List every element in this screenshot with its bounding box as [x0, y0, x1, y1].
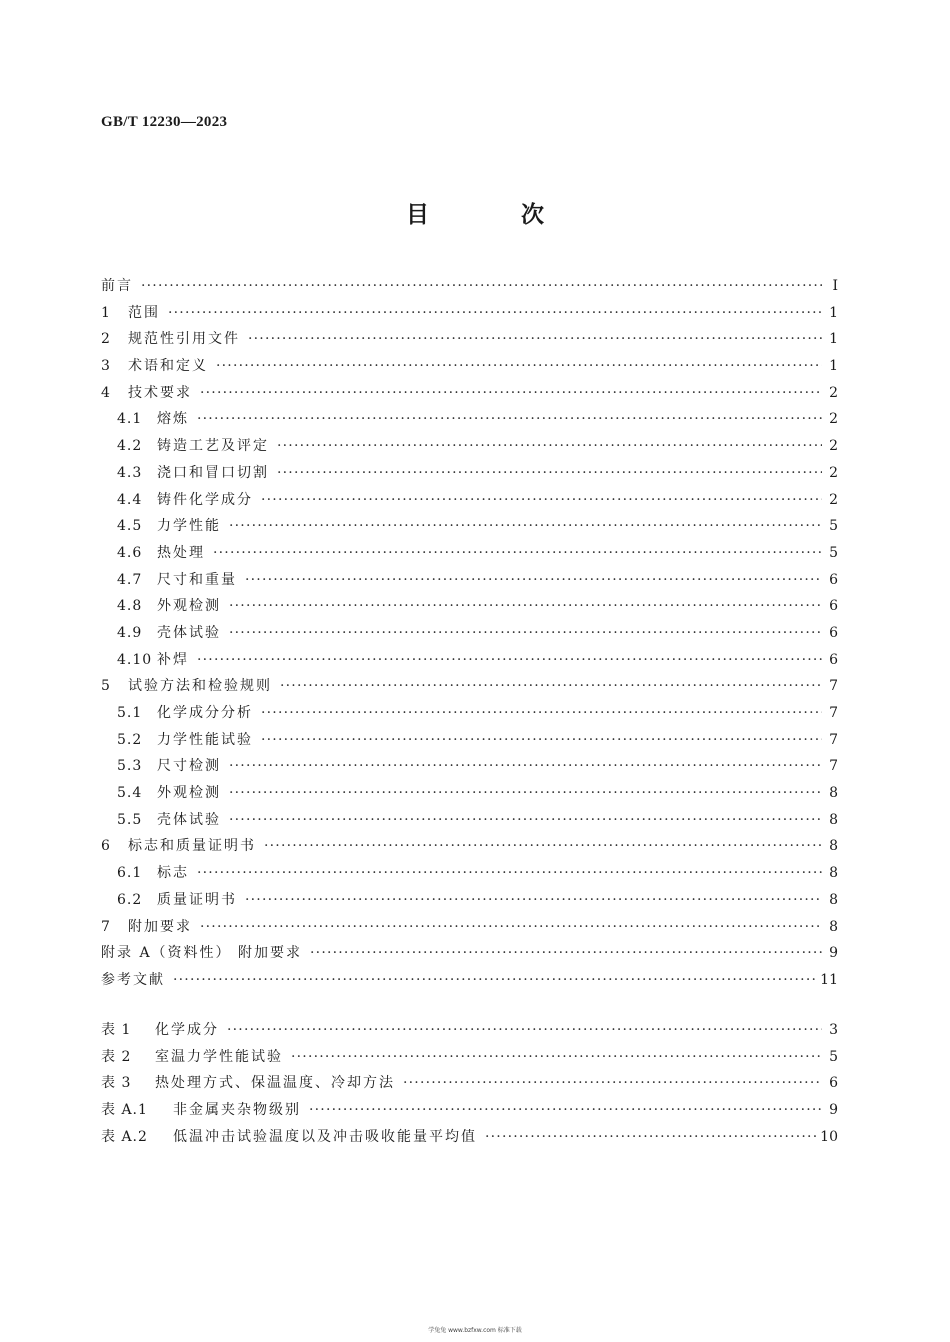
toc-entry[interactable] — [101, 833, 838, 860]
toc-entry[interactable] — [101, 620, 838, 647]
toc-entry-number: 4.8 — [117, 598, 143, 615]
toc-entry[interactable] — [101, 1124, 838, 1151]
dot-leader — [277, 433, 822, 460]
toc-section-list — [101, 273, 838, 994]
toc-entry-label: 外观检测 — [157, 598, 221, 615]
toc-entry-label: 热处理 — [157, 544, 205, 561]
toc-entry[interactable] — [101, 914, 838, 941]
toc-entry-page: 8 — [829, 865, 838, 882]
dot-leader — [197, 406, 822, 433]
toc-entry-label: 附加要求 — [128, 918, 192, 935]
toc-entry-number: 4.2 — [117, 438, 143, 455]
toc-entry-page: 8 — [829, 838, 838, 855]
toc-entry[interactable] — [101, 647, 838, 674]
toc-entry-label: 力学性能 — [157, 518, 221, 535]
toc-entry-number: 5 — [101, 678, 111, 695]
toc-entry-number: 4.6 — [117, 544, 143, 561]
toc-entry-number: 5.1 — [117, 705, 143, 721]
dot-leader — [197, 860, 822, 887]
toc-entry-page: 1 — [829, 304, 838, 321]
dot-leader — [245, 887, 822, 914]
toc-entry-page: 6 — [829, 624, 838, 641]
toc-entry-page: 5 — [829, 518, 838, 535]
toc-entry-page: 8 — [829, 785, 838, 802]
toc-entry-page: 2 — [829, 384, 838, 401]
dot-leader — [280, 673, 822, 700]
dot-leader — [309, 1097, 822, 1124]
toc-entry-page: 11 — [820, 971, 838, 988]
toc-entry-label: 浇口和冒口切割 — [157, 464, 269, 481]
toc-entry-number: 5.3 — [117, 758, 143, 775]
dot-leader — [403, 1070, 822, 1097]
dot-leader — [485, 1124, 816, 1151]
toc-entry-number: 7 — [101, 918, 111, 935]
toc-entry-page: 6 — [829, 571, 838, 588]
dot-leader — [200, 380, 822, 407]
toc-entry-number: 5.4 — [117, 785, 143, 802]
toc-entry-label: 力学性能试验 — [157, 731, 253, 748]
dot-leader — [213, 540, 822, 567]
toc-entry-number: 表 1 — [101, 1022, 132, 1038]
toc-table-list — [101, 1017, 838, 1150]
dot-leader — [173, 967, 816, 994]
toc-entry[interactable] — [101, 300, 838, 327]
toc-entry-number: 6.1 — [117, 865, 143, 882]
toc-entry-label: 附录 A（资料性） 附加要求 — [101, 945, 303, 962]
toc-entry-label: 补焊 — [157, 651, 189, 668]
toc-entry-page: 10 — [820, 1128, 838, 1145]
toc-entry-number: 6 — [101, 838, 111, 855]
toc-entry[interactable] — [101, 593, 838, 620]
toc-entry[interactable] — [101, 380, 838, 407]
toc-entry-label: 化学成分分析 — [157, 705, 253, 721]
toc-entry-label: 标志 — [157, 865, 189, 882]
toc-entry-page: 8 — [829, 918, 838, 935]
toc-entry-number: 2 — [101, 331, 111, 348]
dot-leader — [261, 700, 822, 727]
toc-entry-page: 3 — [829, 1022, 838, 1038]
toc-entry-number: 6.2 — [117, 891, 143, 908]
dot-leader — [216, 353, 822, 380]
toc-entry-label: 壳体试验 — [157, 624, 221, 641]
dot-leader — [229, 753, 822, 780]
toc-entry-label: 尺寸检测 — [157, 758, 221, 775]
toc-entry-page: 5 — [829, 544, 838, 561]
toc-entry[interactable] — [101, 807, 838, 834]
toc-entry[interactable] — [101, 753, 838, 780]
dot-leader — [200, 914, 822, 941]
toc-entry-number: 4.5 — [117, 518, 143, 535]
toc-entry[interactable] — [101, 540, 838, 567]
dot-leader — [229, 593, 822, 620]
toc-entry-page: 7 — [829, 678, 838, 695]
toc-entry-page: 1 — [829, 331, 838, 348]
toc-entry-page: 2 — [829, 438, 838, 455]
toc-entry[interactable] — [101, 860, 838, 887]
toc-entry-page: 9 — [829, 1102, 838, 1119]
toc-entry-page: 8 — [829, 811, 838, 828]
toc-entry-label: 前言 — [101, 278, 133, 294]
toc-entry-number: 5.5 — [117, 811, 143, 828]
dot-leader — [261, 727, 822, 754]
toc-entry-label: 规范性引用文件 — [128, 331, 240, 348]
toc-entry[interactable] — [101, 567, 838, 594]
toc-entry-number: 4.7 — [117, 571, 143, 588]
dot-leader — [291, 1044, 822, 1071]
toc-entry-label: 外观检测 — [157, 785, 221, 802]
dot-leader — [227, 1017, 822, 1044]
dot-leader — [229, 620, 822, 647]
page-title: 目 次 — [405, 202, 586, 228]
toc-entry-number: 4.10 — [117, 651, 153, 668]
toc-entry-label: 壳体试验 — [157, 811, 221, 828]
toc-entry-page: 6 — [829, 1075, 838, 1092]
toc-entry-label: 术语和定义 — [128, 358, 208, 375]
toc-entry[interactable] — [101, 1017, 838, 1044]
toc-entry[interactable] — [101, 1070, 838, 1097]
toc-entry-page: Ⅰ — [832, 278, 838, 294]
toc-entry-number: 4.9 — [117, 624, 143, 641]
toc-entry[interactable] — [101, 513, 838, 540]
toc-entry-label: 铸件化学成分 — [157, 491, 253, 508]
dot-leader — [264, 833, 822, 860]
footer-watermark: 学兔兔 www.bzfxw.com 标准下载 — [428, 1327, 522, 1334]
toc-entry[interactable] — [101, 1044, 838, 1071]
toc-entry-number: 4.3 — [117, 464, 143, 481]
toc-entry-label: 熔炼 — [157, 411, 189, 428]
toc-entry[interactable] — [101, 700, 838, 727]
toc-entry-label: 范围 — [128, 304, 160, 321]
toc-entry-label: 尺寸和重量 — [157, 571, 237, 588]
toc-entry-label: 热处理方式、保温温度、冷却方法 — [155, 1075, 395, 1092]
toc-entry-page: 7 — [829, 731, 838, 748]
toc-entry-label: 低温冲击试验温度以及冲击吸收能量平均值 — [173, 1128, 477, 1145]
toc-entry-label: 质量证明书 — [157, 891, 237, 908]
dot-leader — [141, 273, 822, 300]
toc-entry-page: 8 — [829, 891, 838, 908]
toc-entry[interactable] — [101, 1097, 838, 1124]
toc-entry-number: 4 — [101, 384, 111, 401]
toc-entry-label: 标志和质量证明书 — [128, 838, 256, 855]
toc-entry[interactable] — [101, 940, 838, 967]
toc-entry[interactable] — [101, 406, 838, 433]
toc-entry-page: 6 — [829, 598, 838, 615]
toc-entry-page: 2 — [829, 464, 838, 481]
toc-entry-page: 6 — [829, 651, 838, 668]
toc-entry[interactable] — [101, 433, 838, 460]
toc-entry-page: 7 — [829, 705, 838, 721]
toc-entry-label: 技术要求 — [128, 384, 192, 401]
toc-entry-number: 表 A.1 — [101, 1102, 148, 1119]
toc-entry-page: 2 — [829, 491, 838, 508]
dot-leader — [310, 940, 822, 967]
toc-entry-number: 1 — [101, 304, 111, 321]
toc-entry-number: 表 A.2 — [101, 1128, 148, 1145]
toc-entry-number: 表 2 — [101, 1048, 132, 1065]
toc-entry-label: 试验方法和检验规则 — [128, 678, 272, 695]
dot-leader — [229, 780, 822, 807]
toc-entry[interactable] — [101, 780, 838, 807]
toc-entry-label: 非金属夹杂物级别 — [173, 1102, 301, 1119]
toc-entry[interactable] — [101, 326, 838, 353]
toc-entry-number: 表 3 — [101, 1075, 132, 1092]
toc-entry[interactable] — [101, 727, 838, 754]
toc-entry-label: 铸造工艺及评定 — [157, 438, 269, 455]
dot-leader — [197, 647, 822, 674]
toc-entry-page: 2 — [829, 411, 838, 428]
dot-leader — [229, 807, 822, 834]
toc-entry-page: 5 — [829, 1048, 838, 1065]
toc-entry-page: 7 — [829, 758, 838, 775]
toc-entry-number: 4.1 — [117, 411, 143, 428]
toc-entry[interactable] — [101, 460, 838, 487]
toc-entry[interactable] — [101, 887, 838, 914]
dot-leader — [245, 567, 822, 594]
toc-entry[interactable] — [101, 673, 838, 700]
toc-entry-number: 4.4 — [117, 491, 143, 508]
dot-leader — [277, 460, 822, 487]
toc-entry-number: 3 — [101, 358, 111, 375]
toc-entry[interactable] — [101, 967, 838, 994]
dot-leader — [261, 487, 822, 514]
toc-entry-page: 9 — [829, 945, 838, 962]
toc-entry-label: 室温力学性能试验 — [155, 1048, 283, 1065]
toc-entry-number: 5.2 — [117, 731, 143, 748]
toc-entry[interactable] — [101, 273, 838, 300]
dot-leader — [229, 513, 822, 540]
toc-entry-label: 化学成分 — [155, 1022, 219, 1038]
toc-entry[interactable] — [101, 487, 838, 514]
dot-leader — [248, 326, 822, 353]
toc-entry-label: 参考文献 — [101, 971, 165, 988]
toc-entry-page: 1 — [829, 358, 838, 375]
standard-number: GB/T 12230—2023 — [101, 114, 228, 130]
dot-leader — [168, 300, 822, 327]
toc-entry[interactable] — [101, 353, 838, 380]
